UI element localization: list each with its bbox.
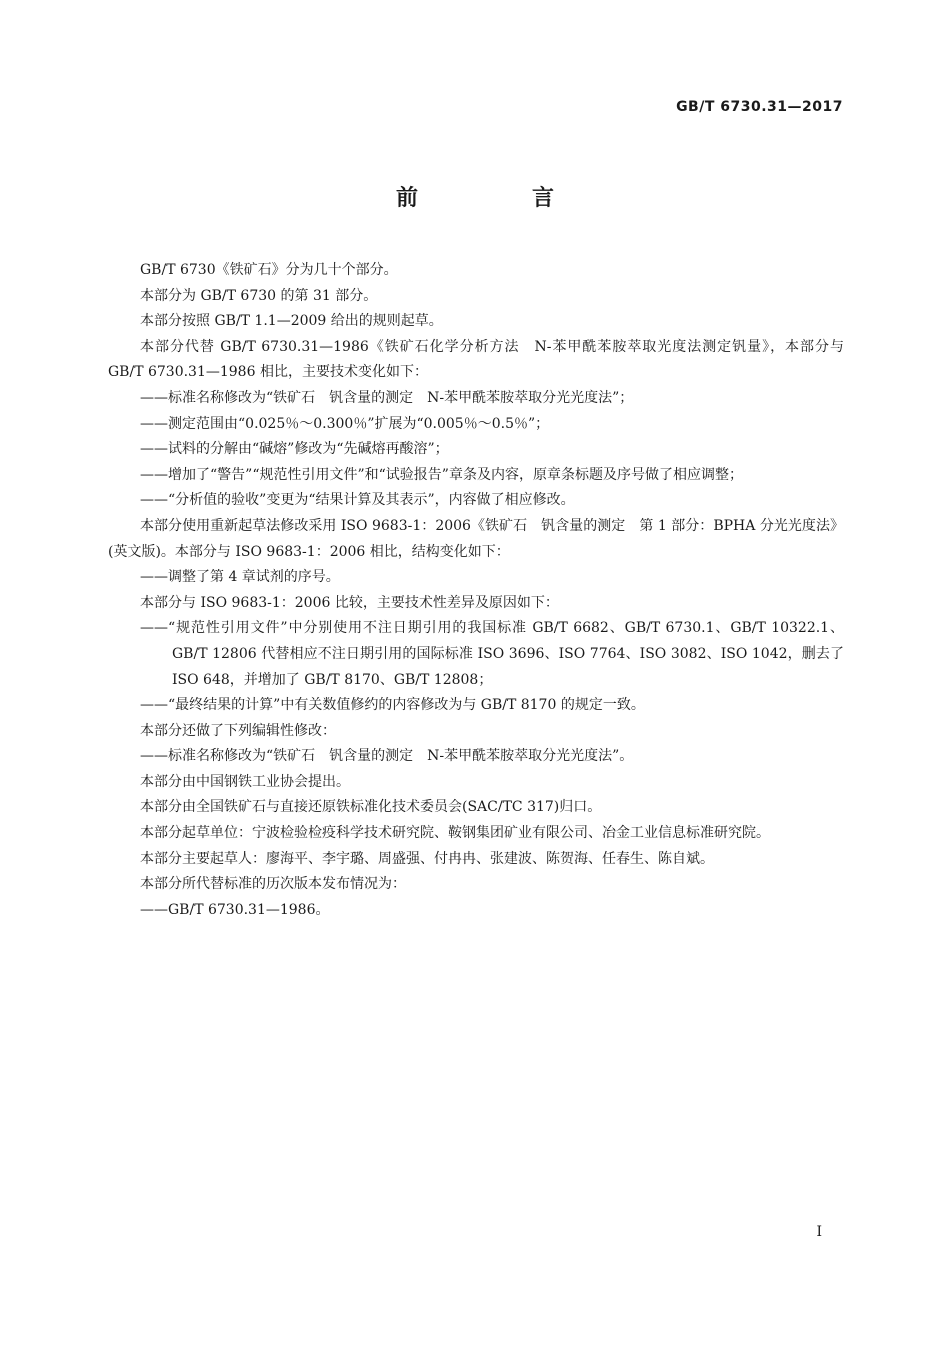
paragraph: 本部分所代替标准的历次版本发布情况为： [140, 876, 406, 893]
list-item: ——“最终结果的计算”中有关数值修约的内容修改为与 GB/T 8170 的规定一致。 [140, 697, 645, 714]
paragraph: 本部分由中国钢铁工业协会提出。 [140, 773, 350, 790]
paragraph: 本部分主要起草人：廖海平、李宇璐、周盛强、付冉冉、张建波、陈贺海、任春生、陈自斌。 [140, 850, 714, 867]
foreword-body [108, 258, 844, 923]
paragraph: 本部分代替 GB/T 6730.31—1986《铁矿石化学分析方法 N-苯甲酰苯胺萃取光度法测定钒量》，本部分与 GB/T 6730.31—1986 相比，主要技术变化如下： [108, 338, 844, 381]
list-item: ——调整了第 4 章试剂的序号。 [140, 569, 340, 586]
list-item: ——测定范围由“0.025％～0.300％”扩展为“0.005％～0.5％”； [140, 415, 550, 432]
paragraph: 本部分按照 GB/T 1.1—2009 给出的规则起草。 [140, 313, 443, 330]
paragraph: 本部分为 GB/T 6730 的第 31 部分。 [140, 287, 378, 304]
list-item: ——增加了“警告”“规范性引用文件”和“试验报告”章条及内容，原章条标题及序号做了相应调整； [140, 466, 743, 483]
list-item: ——试料的分解由“碱熔”修改为“先碱熔再酸溶”； [140, 441, 449, 458]
page-number: I [816, 1224, 822, 1240]
paragraph: 本部分起草单位：宁波检验检疫科学技术研究院、鞍钢集团矿业有限公司、冶金工业信息标准研究院。 [140, 825, 770, 842]
paragraph: 本部分与 ISO 9683-1：2006 比较，主要技术性差异及原因如下： [140, 594, 559, 611]
list-item: ——GB/T 6730.31—1986。 [140, 901, 330, 918]
list-item: ——“规范性引用文件”中分别使用不注日期引用的我国标准 GB/T 6682、GB/T 6730.1、GB/T 10322.1、GB/T 12806 代替相应不注日期引用的国际标准 ISO 3696、ISO 7764、ISO 3082、ISO 1042，删去了 ISO 648，并增加了 GB/T 8170、GB/T 12808； [140, 620, 844, 688]
paragraph: 本部分使用重新起草法修改采用 ISO 9683-1：2006《铁矿石 钒含量的测定 第 1 部分：BPHA 分光光度法》(英文版)。本部分与 ISO 9683-1：2006 相比，结构变化如下： [108, 517, 844, 560]
standard-code: GB/T 6730.31—2017 [676, 99, 843, 115]
list-item: ——标准名称修改为“铁矿石 钒含量的测定 N-苯甲酰苯胺萃取分光光度法”。 [140, 748, 634, 765]
list-item: ——标准名称修改为“铁矿石 钒含量的测定 N-苯甲酰苯胺萃取分光光度法”； [140, 389, 634, 406]
page-title: 前 言 [395, 186, 600, 211]
paragraph: 本部分还做了下列编辑性修改： [140, 722, 336, 739]
paragraph: 本部分由全国铁矿石与直接还原铁标准化技术委员会(SAC/TC 317)归口。 [140, 799, 602, 816]
list-item: ——“分析值的验收”变更为“结果计算及其表示”，内容做了相应修改。 [140, 492, 575, 509]
paragraph: GB/T 6730《铁矿石》分为几十个部分。 [140, 262, 398, 278]
